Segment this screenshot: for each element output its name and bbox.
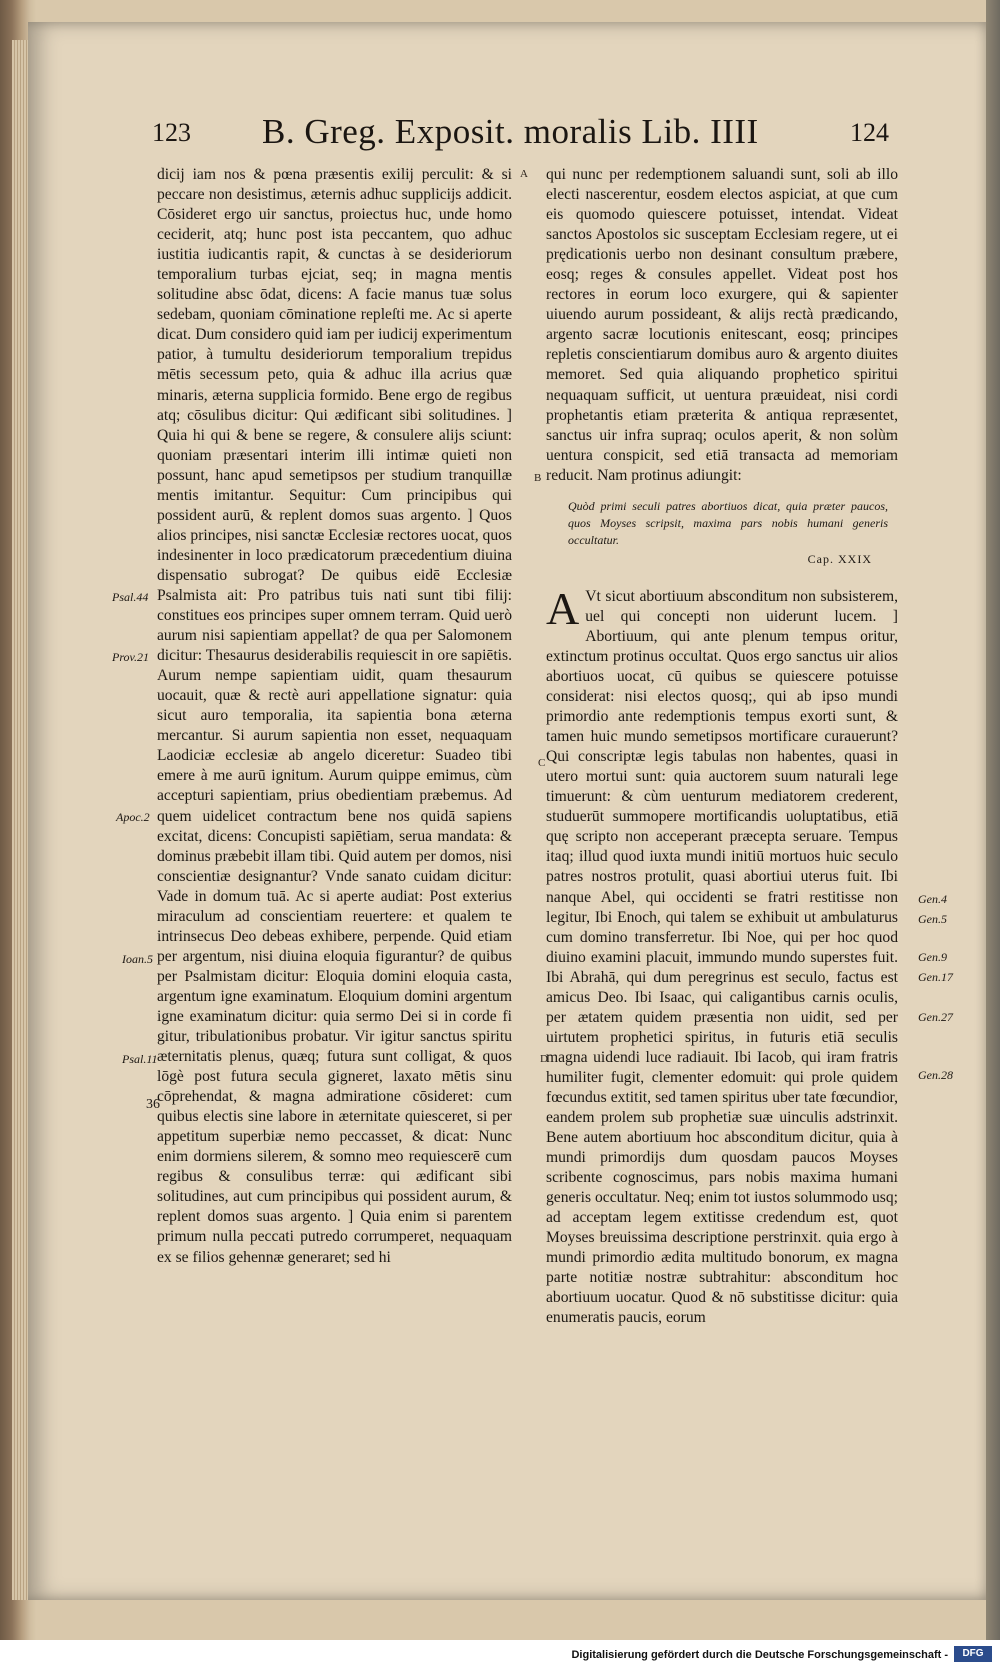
footer-bar (0, 1640, 1000, 1669)
drop-cap: A (546, 582, 580, 634)
page-number-left: 123 (152, 118, 191, 147)
right-column (546, 165, 898, 1329)
section-marker-b: B (534, 472, 542, 484)
margin-note-prov21: Prov.21 (112, 650, 149, 664)
right-column-text-2-body: Vt sicut abortiuum absconditum non subsisterem, uel qui concepti non uiderunt lucem. ] Abortiuum, qui ante plenum tempus oritur, extinctum protinus occultat. Quos ergo sanctus uir alios abortiuos uocat, cū quibus se quiescere potuisse considerat: nisi electos quosq;, qui ab ipso mundi primordio ante redemptionis tempus exorti sunt, & tamen huic mundo semetipsos mortificare curauerunt? Qui conscriptæ legis tabulas non habentes, quasi in utero mortui sunt: quia auctorem suum naturali lege timuerunt: & cùm uenturum mediatorem crederent, studuerūt summopere mortificandis uoluptatibus, etiā quę scripto non acceperant præcepta seruare. Tempus itaq; illud quod iuxta mundi initiū mortuos huic seculo patres nostros protulit, quasi abortiui uterus fuit. Ibi nanque Abel, qui occidenti se fratri restitisse non legitur, Ibi Enoch, qui talem se exhibuit ut ambulaturus cum domino transferretur. Ibi Noe, qui per hoc quod diuino examini placuit, immundo mundo superstes fuit. Ibi Abrahā, qui dum peregrinus est seculo, factus est amicus Deo. Ibi Isaac, qui caligantibus carnis oculis, per ætatem quidem præsentia non uidit, sed per uirtutem prophetici spiritus, in futuris etiā seculis magna uidendi luce radiauit. Ibi Iacob, qui iram fratris humiliter fugit, clementer edomuit: qui prole quidem fœcundus extitit, sed tamen spiritus uber tate fœcundior, eandem prolem sub prophetiæ suæ uinculis adstrinxit. Bene autem abortiuum hoc absconditum dicitur, quia à mundi primordijs dum quosdam paucos Moyses scribente cognoscimus, pars nobis maxima humani generis occultatur. Neq; enim tot iustos solummodo usq; ad acceptam legem extitisse credendum est, quot Moyses breuissima descriptione perstrinxit. quia ergo à mundi primordio ædita multitudo bonorum, ex magna parte notitiæ nostræ subtrahitur: absconditum hoc abortiuum uocatur. Quod & nō substitisse dicitur: quia enumeratis paucis, eorum (546, 587, 898, 1327)
margin-note-gen5: Gen.5 (918, 912, 947, 926)
section-marker-d: D (540, 1053, 548, 1065)
margin-note-ioan5: Ioan.5 (122, 952, 153, 966)
right-column-text-2 (546, 582, 898, 1329)
footer-credit: Digitalisierung gefördert durch die Deutsche Forschungsgemeinschaft - (571, 1649, 948, 1661)
section-marker-c: C (538, 757, 546, 769)
margin-note-gen28: Gen.28 (918, 1068, 953, 1082)
dfg-logo: DFG (954, 1646, 992, 1662)
left-column (157, 165, 512, 1268)
section-marker-a: A (520, 168, 528, 180)
margin-note-gen17: Gen.17 (918, 970, 953, 984)
binding-edge (986, 0, 1000, 1640)
chapter-summary: Quòd primi seculi patres abortiuos dicat, quia præter paucos, quos Moyses scripsit, maxima pars nobis humani generis occultatur. (568, 498, 888, 547)
page-header (0, 112, 1000, 162)
margin-note-apoc2: Apoc.2 (116, 810, 150, 824)
left-column-text: dicij iam nos & pœna præsentis exilij perculit: & si peccare non desistimus, æternis adhuc supplicijs addicit. Cōsideret ergo uir sanctus, proiectus huc, unde homo ceciderit, atq; hunc post ista peccantem, quo adhuc iustitia iudicantis rapit, & cunctas à se desideriorum temporalium turbas ejciat, seq; in magna mentis solitudine absc ōdat, dicens: A facie manus tuæ solus sedebam, quoniam cōminatione repleſti me. Ac si aperte dicat. Dum considero quid iam per iudicij experimentum patior, à tumultu desideriorum temporalium trepidus mētis secessum peto, quia & adhuc illa acrius quæ minaris, æterna supplicia formido. Bene ergo de regibus atq; cōsulibus dicitur: Qui ædificant sibi solitudines. ] Quia hi qui & bene se regere, & consulere alijs sciunt: quoniam præsentari interim illi intimæ quieti non possunt, hanc apud semetipsos per studium tranquillæ mentis imitantur. Sequitur: Cum principibus qui possident aurū, & replent domos suas argento. ] Quos alios principes, nisi sanctæ Ecclesiæ rectores uocat, quos indesinenter in loco prædicatorum præcedentium diuina dispensatio subrogat? De quibus eidē Ecclesiæ Psalmista ait: Pro patribus tuis nati sunt tibi filij: constitues eos principes super omnem terram. Quid uerò aurum nisi sapientiam appellat? de qua per Salomonem dicitur: Thesaurus desiderabilis requiescit in ore sapiētis. Aurum nempe sapientiam uidit, quam thesaurum uocauit, quæ & rectè auri appellatione signatur: quia sicut auro temporalia, ita sapientia bona æterna mercantur. Si aurum sapientia non esset, nequaquam Laodiciæ ecclesiæ ab angelo diceretur: Suadeo tibi emere à me aurū ignitum. Aurum quippe emimus, cùm accepturi sapientiam, prius obedientiam præbemus. Ad quem uidelicet contractum bene nos quidā sapiens excitat, dicens: Concupisti sapiētiam, serua mandata: & dominus præbebit illam tibi. Quid autem per domos, nisi conscientiæ designantur? Vnde sanato cuidam dicitur: Vade in domum tuā. Ac si aperte audiat: Post exterius miraculum ad conscientiam reuertere: et qualem te intrinsecus Deo debeas exhibere, perpende. Quid etiam per argentum, nisi diuina eloquia figurantur? de quibus per Psalmistam dicitur: Eloquia domini eloquia casta, argentum igne examinatum. Eloquium domini argentum igne examinatum dicitur: quia sermo Dei si in corde fi gitur, tribulationibus probatur. Vir igitur sanctus spiritu æternitatis plenus, quæq; futura sunt colligat, & quos lōgè post futura secula gigneret, laxato mētis sinu cōprehendat, & magna admiratione cōsideret: cum quibus electis sine labore in æternitate quiesceret, si per appetitum superbiæ nemo peccasset, & dicat: Nunc enim dormiens silerem, & somno meo requiescerē cum regibus & consulibus terræ: qui ædificant sibi solitudines, aut cum principibus qui possident aurum, & replent domos suas argento. ] Quia enim si parentem primum nulla peccati putredo corrumperet, nequaquam ex se filios gehennæ generaret; sed hi (157, 166, 512, 1266)
running-title: B. Greg. Exposit. moralis Lib. IIII (262, 112, 759, 151)
margin-note-gen9: Gen.9 (918, 950, 947, 964)
margin-note-psal11: Psal.11 (122, 1052, 158, 1066)
page-number-right: 124 (850, 118, 889, 147)
margin-note-gen4: Gen.4 (918, 892, 947, 906)
right-column-text-1: qui nunc per redemptionem saluandi sunt, soli ab illo electi nascerentur, eosdem electos aspiciat, at que cum eis quomodo quiescere potuisset, intendat. Videat sanctos Apostolos sic susceptam Ecclesiam regere, ut ei prędicationis uerbo non desinant consultum præbere, eosq; reges & consules appellet. Videat post hos rectores in eorum loco exurgere, qui & sapienter uiuendo aurum possideant, & alijs rectà prædicando, argento sacræ locutionis enitescant, eosq; principes repletis conscientiarum domibus auro & argento diuites memoret. Sed quia aliquando prophetico spiritui nequaquam sufficit, ut uentura præuideat, nisi cordi prophetantis etiam præterita & antiqua repræsentet, sanctus uir infra supraq; oculos aperit, & non solùm uentura conspicit, sed etiā transacta ad memoriam reducit. Nam protinus adiungit: (546, 166, 898, 484)
chapter-caption: Cap. XXIX (807, 551, 872, 566)
margin-note-36: 36 (146, 1097, 160, 1112)
margin-note-psal44: Psal.44 (112, 590, 149, 604)
margin-note-gen27: Gen.27 (918, 1010, 953, 1024)
